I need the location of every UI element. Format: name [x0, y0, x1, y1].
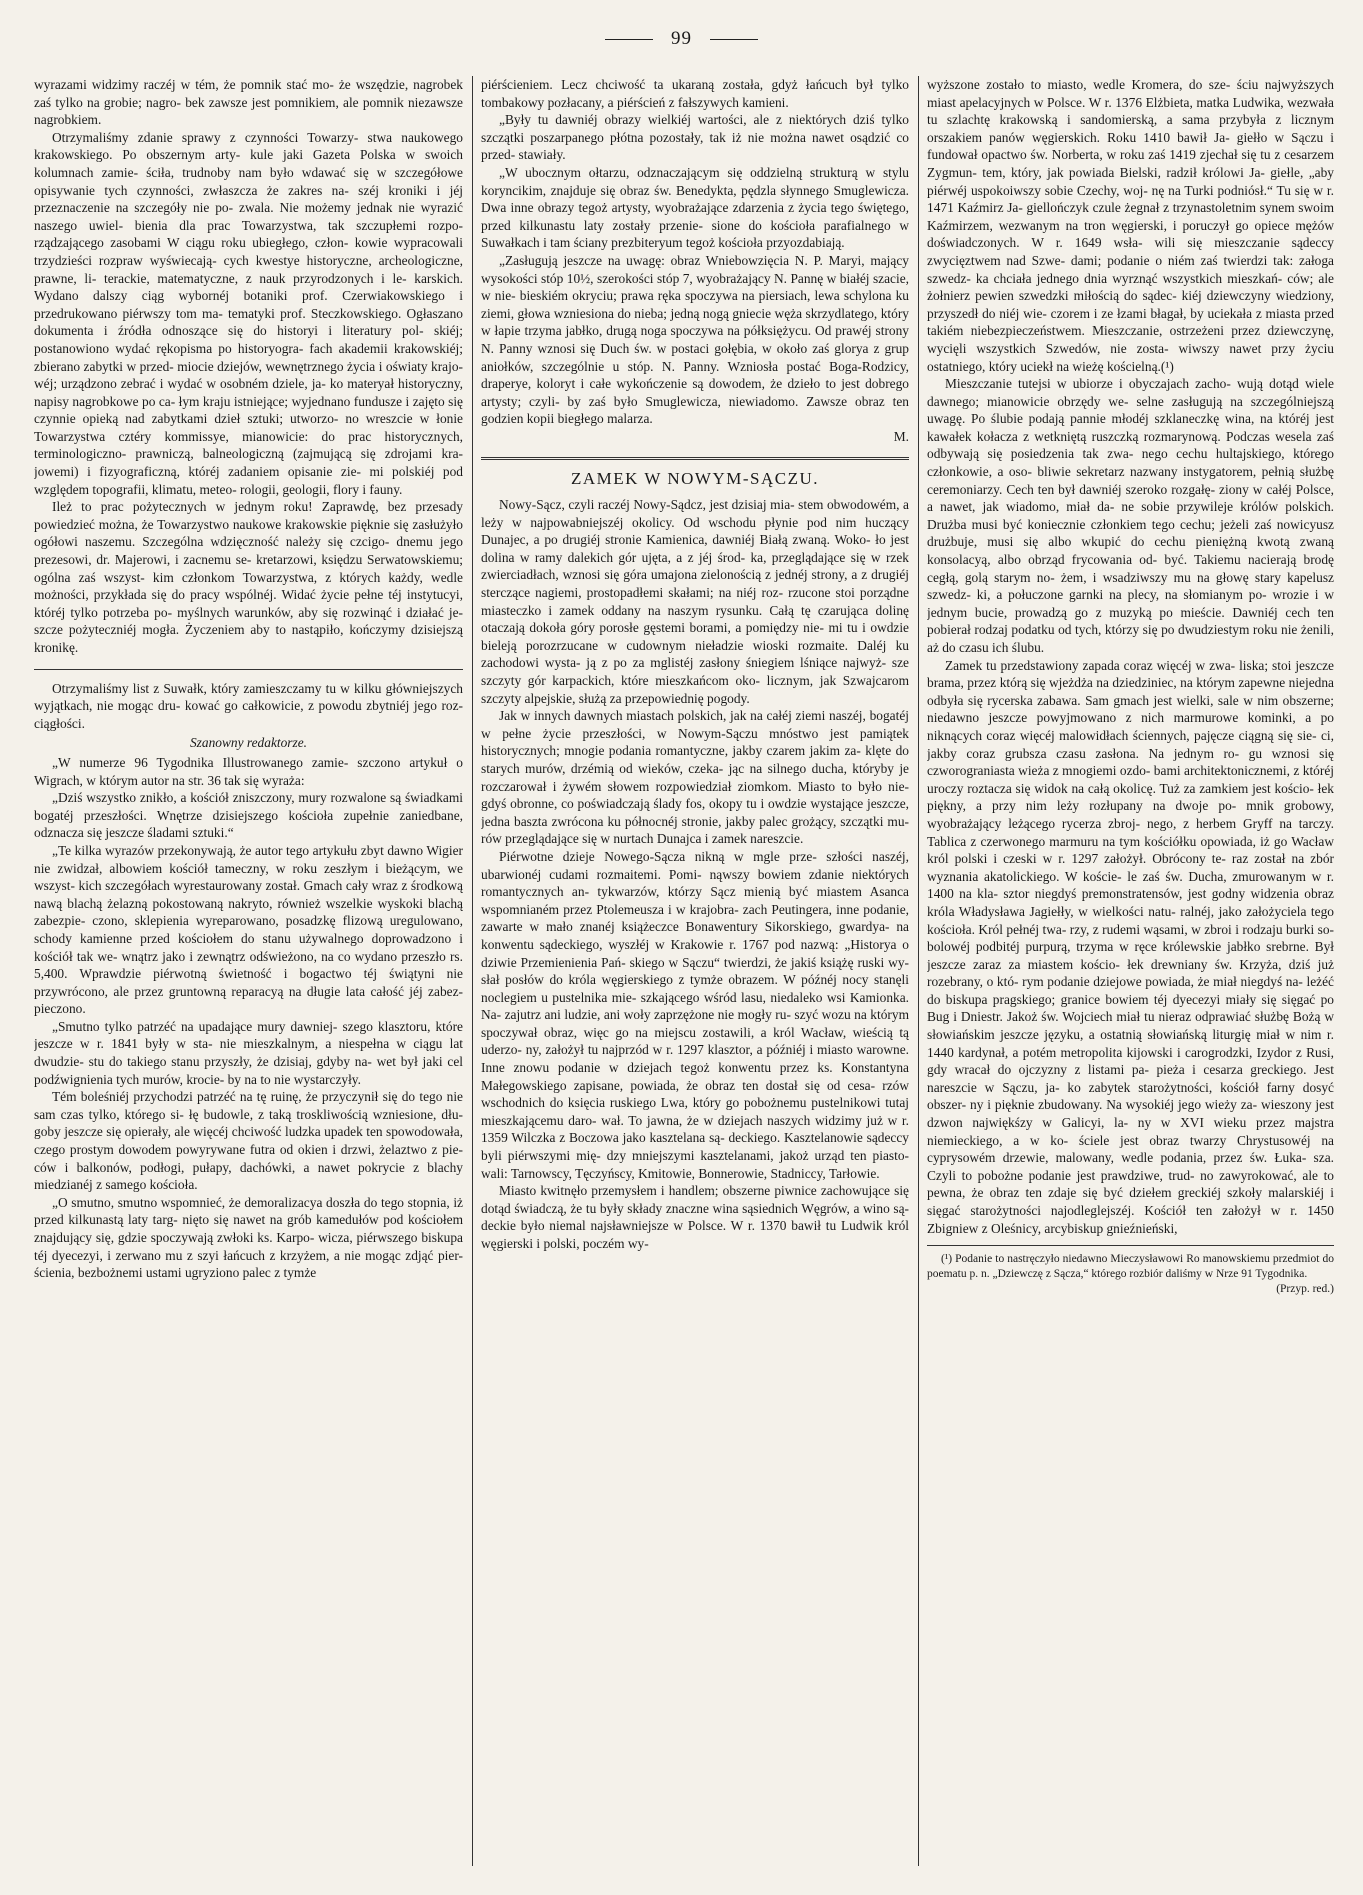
paragraph: Piérwotne dzieje Nowego-Sącza nikną w mgle prze- szłości naszéj, ubarwionéj cudami rozmaitemi. Pomi- nąwszy bowiem zdanie niektórych romantycznych an- tykwarzów, którzy Sącz mienią być miastem Asanca wspomnianém przez Ptolemeusza i w krajobra- zach Peutingera, inne podanie, zawarte w mało znanéj książeczce Bonawentury Sikorskiego, gwardya- na konwentu sądeckiego, wyszłéj w Krakowie r. 1767 pod nazwą: „Historya o dziwie Przemienienia Pań- skiego w Sączu“ twierdzi, że jakiś książę ruski wy- słał posłów do króla węgierskiego z tymże obrazem. W późnéj nocy stanęli noclegiem u pustelnika mie- szkającego wśród lasu, niedaleko wsi Kamionka. Na- zajutrz ani ludzie, ani woły zaprzężone nie mogły ru- szyć wozu na którym spoczywał obraz, więc go na miejscu zostawili, a król Wacław, wieścią tą uderzo- ny, założył tu najprzód w r. 1297 klasztor, a późniéj i miasto warowne. Inne znowu podanie w dziejach tegoż konwentu przez ks. Konstantyna Małegowskiego zapisane, powiada, że obraz ten dostał się od cesa- rzów wschodnich do księcia ruskiego Lwa, który go pobożnemu pustelnikowi tutaj mieszkającemu daro- wał. To jawna, że w dziejach naszych widzimy już w r. 1359 Wilczka z Boczowa jako kasztelana są- deckiego. Kasztelanowie sądeccy byli piérwszymi mię- dzy mniejszymi kasztelanami, jakoż urząd ten piasto- wali: Tarnowscy, Tęczyńscy, Kmitowie, Bonnerowie, Stadniccy, Tarłowie. [481, 848, 909, 1181]
page-number: 99 [671, 28, 692, 49]
folio-dash-left [605, 39, 653, 40]
column-rule-1 [472, 76, 473, 1866]
paragraph: piérścieniem. Lecz chciwość ta ukaraną została, gdyż łańcuch był tylko tombakowy pozłacany, a piérścień z fałszywych kamieni. [481, 77, 909, 110]
letter-salutation: Szanowny redaktorze. [189, 735, 308, 751]
paragraph: „Zasługują jeszcze na uwagę: obraz Wniebowzięcia N. P. Maryi, mający wysokości stóp 10½, szerokości stóp 7, wyobrażający N. Pannę w białéj szacie, w nie- bieskiém okryciu; prawa ręka spoczywa na piersiach, lewa schylona ku ziemi, głowa wzniesiona do nieba; jedną nogą gniecie węża skrzydlatego, który w łapie trzyma jabłko, drugą noga spoczywa na półksiężycu. Od prawéj strony N. Panny wznosi się Duch św. w postaci gołębia, w około zaś glorya z grup aniołków, szczególnie u stóp. N. Panny. Wzniosła postać Boga-Rodzicy, draperye, koloryt i całe wykończenie są dowodem, że dzieło to jest dobrego artysty; czyli- by zaś było Smuglewicza, niewiadomo. Zawsze obraz ten godzien kopii biegłego malarza. [481, 252, 909, 427]
paragraph: wyrazami widzimy raczéj w tém, że pomnik stać mo- że wszędzie, nagrobek zaś tylko na grobie; nagro- bek zawsze jest pomnikiem, ale pomnik niezawsze nagrobkiem. [34, 77, 463, 128]
footnote-editor-note: (Przyp. red.) [1276, 1283, 1334, 1296]
paragraph: „W numerze 96 Tygodnika Illustrowanego zamie- szczono artykuł o Wigrach, w którym autor na str. 36 tak się wyraża: [34, 754, 463, 788]
section-divider [34, 669, 463, 670]
paragraph: „Smutno tylko patrzéć na upadające mury dawniej- szego klasztoru, które jeszcze w r. 1841 były w sta- nie mieszkalnym, a niespełna w ciągu lat dwudzie- stu do takiego stanu przyszły, że dzisiaj, gdyby na- wet był jaki cel podźwignienia tych murów, krocie- by na to nie wystarczyły. [34, 1018, 463, 1087]
paragraph: „O smutno, smutno wspomnieć, że demoralizacya doszła do tego stopnia, iż przed kilkunastą laty targ- nięto się nawet na grób kamedułów pod kościołem znajdujący się, gdzie spoczywają zwłoki ks. Karpo- wicza, piérwszego biskupa téj dyecezyi, i zerwano mu z szyi łańcuch z krzyżem, a nie mogąc zdjąć pier- ścienia, bezbożnemi ustami ugryziono palec z tymże [34, 1194, 463, 1281]
folio-dash-right [710, 39, 758, 40]
paragraph: Zamek tu przedstawiony zapada coraz więcéj w zwa- liska; stoi jeszcze brama, przez którą się wjeżdża na dziedziniec, na którym zapewne niejedna odbyła się rycerska zabawa. Sam gmach jest wielki, sale w nim obszerne; niedawno jeszcze powyjmowano z nich marmurowe kominki, a po niknących coraz więcéj malowidłach ściennych, pajęcze ciągną się sie- ci, jakby coraz grubsza czasu zasłona. Na jednym ro- gu wznosi się czworograniasta wieża z mnogiemi ozdo- bami architektonicznemi, z któréj uroczy roztacza się widok na całą okolicę. Tuż za zamkiem jest kościo- łek piękny, a przy nim leży rozłupany na dwoje po- mnik grobowy, wyobrażający leżącego rycerza zbroj- nego, z herbem Gryff na tarczy. Tablica z czerwonego marmuru na tym kościółku opowiada, iż go Wacław król polski i czeski w r. 1297 założył. Obrócony te- raz został na zbór wyznania akatolickiego. W koście- le zaś św. Ducha, zmurowanym w r. 1400 na kla- sztor niegdyś premonstratensów, jest godny widzenia obraz króla Władysława Jagiełły, w wielkości natu- ralnéj, jako założyciela tego kościoła. Król pełnéj twa- rzy, z rudemi wąsami, w zbroi i rodzaju burki so- bolowéj podbitéj purpurą, trzyma w ręce królewskie jabłko srebrne. Był jeszcze zaraz za miastem kościo- łek drewniany św. Krzyża, dziś już rozebrany, o któ- rym podanie dziejowe powiada, że miał niegdyś na- leżéć do biskupa pragskiego; granice bowiem téj dyecezyi miały się sięgać po Bug i Dniestr. Jakoż św. Wojciech miał tu nieraz odprawiać służbę Bożą w słowiańskim jeszcze języku, a ostatnią słowiańską liturgię miał w nim r. 1440 kardynał, a potém metropolita kijowski i carogrodzki, Izydor z Rusi, gdy wracał do ojczyzny z listami pa- pieża i cesarza greckiego. Jest nareszcie w Sączu, ja- ko zabytek starożytności, kościół farny dosyć obszer- ny i pięknie zbudowany. Na wysokiéj jego wieży za- wieszony jest dzwon najwiękśzy w Galicyi, la- ny w XVI wieku przez majstra niemieckiego, a w ko- ściele jest obraz twarzy Chrystusowéj na cyprysowém drzewie, malowany, wedle podania, przez św. Łuka- sza. Czyli to pobożne podanie jest prawdziwe, trud- no zawyrokować, ale to pewna, że obraz ten zdaje się być dziełem greckiéj szkoły malarskiéj i sięgać starożytności najodleglejszéj. Kościół ten założył w r. 1450 Zbigniew z Oleśnicy, arcybiskup gnieźnieński, [927, 657, 1334, 1236]
paragraph: „Te kilka wyrazów przekonywają, że autor tego artykułu zbyt dawno Wigier nie zwidzał, albowiem kościół tameczny, w roku zeszłym i bieżącym, we wszyst- kich szczegółach wyrestaurowany został. Gmach cały wraz z środkową nawą blachą żelazną pokostowaną nakryto, również wszelkie wyskoki blachą zabezpie- czono, sklepienia wyreparowano, posadzkę flizową uregulowano, schody kamienne przed kościołem do stanu używalnego doprowadzono i kościół tak we- wnątrz jako i zewnątrz odświeżono, na co wydano przeszło rs. 5,400. Wprawdzie piérwotną świetność i bogactwo téj świątyni nie przywrócono, ale przez gruntowną reparacyą na długie lata całość jéj zabez- pieczono. [34, 842, 463, 1017]
article-signature: M. [893, 428, 909, 444]
page-number-header [0, 28, 1363, 50]
column-rule-2 [918, 76, 919, 1866]
paragraph: „Dziś wszystko znikło, a kościół zniszczony, mury rozwalone są świadkami bogatéj przeszłości. Wnętrze dzisiejszego kościoła zupełnie zaniedbane, odznacza się jeszcze śladami sztuki.“ [34, 790, 463, 841]
paragraph: Tém boleśniéj przychodzi patrzéć na tę ruinę, że przyczynił się do tego nie sam czas tylko, którego si- łę budowle, z taką troskliwością wzniesione, dłu- goby jeszcze się opierały, ale więcéj chciwość ludzka upadek ten spowodowała, czego prostym dowodem powyrywane futra od okien i drzwi, żelaztwo z pie- ców i balkonów, podłogi, pułapy, dachówki, a nawet pokrycie z blachy miedzianéj z samego kościoła. [34, 1089, 463, 1193]
paragraph: „Były tu dawniéj obrazy wielkiéj wartości, ale z niektórych dziś tylko szczątki poszarpanego płótna pozostały, tak iż nie można nawet osądzić co przed- stawiały. [481, 112, 909, 163]
column-3 [927, 76, 1334, 1868]
paragraph: Nowy-Sącz, czyli raczéj Nowy-Sądcz, jest dzisiaj mia- stem obwodowém, a leży w najpowabniejszéj okolicy. Od wschodu płynie pod nim huczący Dunajec, a po drugiéj stronie Kamienica, dawniéj Białą zwaną. Woko- ło jest dolina w ramy dalekich gór ujęta, a z jéj środ- ka, przeglądające się w rzek zwierciadłach, wznosi się góra umajona zielonością z jednéj strony, a z drugiéj sterczące nagiemi, prostopadłemi skałami; na niéj roz- rzucone stoi porządne miasteczko i zamek oddany na naszym rysunku. Całą tę czarująca dolinę otaczają dokoła góry porosłe gęstemi borami, a pomiędzy nie- mi tu i owdzie bieleją porozrzucane w cudownym nieładzie wioski rozmaite. Daléj ku zachodowi wysta- ją z po za mglistéj zasłony śniegiem lśniące najwyż- sze szczyty gór karpackich, które mieszkańcom oko- licznym, jak Szwajcarom szczyty alpejskie, służą za przepowiednię pogody. [481, 497, 909, 706]
article-title: ZAMEK W NOWYM-SĄCZU. [570, 469, 819, 489]
paragraph: Jak w innych dawnych miastach polskich, jak na całéj ziemi naszéj, bogatéj w pełne życie przeszłości, w Nowym-Sączu mnóstwo jest pamiątek historycznych; mnogie podania romantyczne, jakby czarem jakim za- klęte do starych murów, drzémią od wieków, czeka- jąc na silnego ducha, któryby je rozczarował i żywém słowem rozpowiedział ziomkom. Miasto to było nie- gdyś obronne, co poświadczają ślady fos, okopy tu i owdzie wystające jeszcze, jedna baszta zwrócona ku północnéj stronie, jakby palec grożący, szczątki mu- rów przeglądające się w nurtach Dunajca i zamek nareszcie. [481, 708, 909, 847]
paragraph: Otrzymaliśmy list z Suwałk, który zamieszczamy tu w kilku główniejszych wyjątkach, nie mogąc dru- kować go całkowicie, z powodu zbytniéj jego roz- ciągłości. [34, 680, 463, 731]
paragraph: Mieszczanie tutejsi w ubiorze i obyczajach zacho- wują dotąd wiele dawnego; mianowicie obrzędy we- selne zasługują na szczególniejszą uwagę. Po ślubie podają pannie młodéj szklaneczkę wina, na któréj jest kawałek kołacza z wetkniętą ruszczką rozmarynową. Podczas wesela zaś odbywają się posiedzenia tak zwa- nego cechu hultajskiego, którego członkowie, a oso- bliwie sekretarz nazwany instygatorem, pełnią służbę ceremoniarzy. Cech ten był dawniéj szeroko rozgałę- ziony w całéj Polsce, a nawet, jak wiadomo, miał da- ne sobie przywileje królów polskich. Drużba musi być koniecznie członkiem tego cechu; jeżeli zaś nowicyusz drużbuje, musi się albo wkupić do cechu pieniężną kwotą zwaną konsolacyą, albo obrząd frycowania od- być. Takiemu nacierają brodę cegłą, golą starym no- żem, i wsadziwszy mu na głowę stary kapelusz szwedz- ki, a połuczone garnki na plecy, na słomianym po- wrozie i w jednym bucie, prowadzą go z muzyką po mieście. Dawniéj cech ten pobierał rodzaj podatku od tych, którzy się po dwudziestym roku nie żenili, aż do czasu ich ślubu. [927, 376, 1334, 655]
paragraph: wyższone zostało to miasto, wedle Kromera, do sze- ściu najwyższych miast apelacyjnych w Polsce. W r. 1376 Elżbieta, matka Ludwika, wezwała tu szlachtę krakowską i sandomierską, a sama przybyła z licznym orszakiem panów węgierskich. Roku 1410 bawił Ja- giełło w Sączu i fundował opactwo św. Norberta, w roku zaś 1419 zjechał się tu z cesarzem Zygmun- tem, który, jak powiada Bielski, radził królowi Ja- giełle, „aby piérwéj uspokoiwszy sobie Czechy, woj- nę na Turki podniósł.“ Tu się w r. 1471 Kaźmirz Ja- giellończyk czule żegnał z trzynastoletnim synem swoim Kaźmirzem, wezwanym na tron węgierski, i poruczył go opiece mężów doświadczonych. W r. 1649 wsła- wili się mieszczanie sądeccy zwycięztwem nad Szwe- dami; podanie o niém zaś twierdzi tak: załoga szwedz- ka chciała jednego dnia wyrznąć wszystkich mieszkań- ców; ale żołnierz pewien szwedzki miłością do sądec- kiéj dziewczyny wiedziony, przyszedł do niéj wie- czorem i ze łzami błagał, by uciekała z miasta przed takiém niebezpieczeństwem. Mieszczanie, ostrzeżeni przez dziewczynę, wycięli wszystkich Szwedów, nie zosta- wiwszy nawet przy życiu ostatniego, który uciekł na wieżę kościelną.(¹) [927, 77, 1334, 374]
footnote [927, 1245, 1334, 1297]
paragraph: „W ubocznym ołtarzu, odznaczającym się oddzielną strukturą w stylu koryncikim, znajduje się obraz św. Benedykta, pędzla słynnego Smuglewicza. Dwa inne obrazy tegoż artysty, wyobrażające zdarzenia z życia tego świętego, przed kilkunastu laty zostały przenie- sione do kościoła parafialnego w Suwałkach i tam ściany prezbiteryum tegoż kościoła przyozdabiają. [481, 164, 909, 251]
paragraph: Miasto kwitnęło przemysłem i handlem; obszerne piwnice zachowujące się dotąd świadczą, że tu były składy znaczne wina sąsiednich Węgrów, a wino są- deckie było niemal najsławniejsze w Polsce. W r. 1370 bawił tu Ludwik król węgierski i polski, poczém wy- [481, 1183, 909, 1251]
footnote-text: (¹) Podanie to nastręczyło niedawno Mieczysławowi Ro manowskiemu przedmiot do poematu p. n. „Dziewczę z Sącza,“ którego rozbiór daliśmy w Nrze 91 Tygodnika. [927, 1253, 1334, 1281]
paragraph: Ileż to prac pożytecznych w jednym roku! Zaprawdę, bez przesady powiedzieć można, że Towarzystwo naukowe krakowskie pięknie się zasłużyło ogółowi naszemu. Szczególna wdzięczność należy się czcigo- dnemu jego prezesowi, dr. Majerowi, i zacnemu se- kretarzowi, księdzu Serwatowskiemu; ogólna zaś wszyst- kim członkom Towarzystwa, z których każdy, wedle możności, przykłada się do pracy wspólnéj. Widać życie pełne téj instytucyi, któréj tylko potrzeba po- myślnych warunków, aby się rozwinąć i działać je- szcze pożyteczniéj mogła. Życzeniem aby to nastąpiło, kończymy dzisiejszą kronikę. [34, 499, 463, 655]
section-divider [481, 457, 909, 460]
column-1 [34, 76, 463, 1868]
column-2 [481, 76, 909, 1868]
paragraph: Otrzymaliśmy zdanie sprawy z czynności Towarzy- stwa naukowego krakowskiego. Po obszernym arty- kule jaki Gazeta Polska w swoich kolumnach zamie- ściła, trudnoby nam było wdawać się w szczegółowe opisywanie tych czynności, zwłaszcza że zakres na- széj kroniki i jéj przeznaczenie na szczegóły nie po- zwala. Nie możemy jednak nie wyrazić naszego uwiel- bienia dla prac Towarzystwa, tak szczupłemi rozpo- rządzającego zasobami W ciągu roku ubiegłego, człon- kowie wypracowali trzydzieści rozpraw wyświecają- cych kwestye historyczne, archeologiczne, prawne, li- terackie, matematyczne, z nauk przyrodzonych i le- karskich. Wydano dalszy ciąg wybornéj botaniki prof. Czerwiakowskiego i przedrukowano piérwszy tom ma- tematyki prof. Steczkowskiego. Ogłaszano dokumenta i źródła odnoszące się do historyi i literatury pol- skiéj; postanowiono wydać rękopisma po historyogra- fach akademii krakowskiéj; zbierano zabytki w przed- miocie dziejów, wewnętrznego życia i oświaty krajo- wéj; urządzono zebrać i wydać w osobném dziele, ja- ko materyał historyczny, napisy nagrobkowe po ca- łym kraju istniejące; wyjednano fundusze i zajęto się czynnie opieką nad zabytkami dzieł sztuki; utworzo- no wreszcie w łonie Towarzystwa cztéry kommissye, mianowicie: do prac historycznych, terminologiczno- prawniczą, balneologiczną (zajmującą się zdrojami kra- jowemi) i fizyograficzną, któréj zadaniem opisanie zie- mi polskiéj pod względem topografii, klimatu, meteo- rologii, geologii, flory i fauny. [34, 129, 463, 497]
